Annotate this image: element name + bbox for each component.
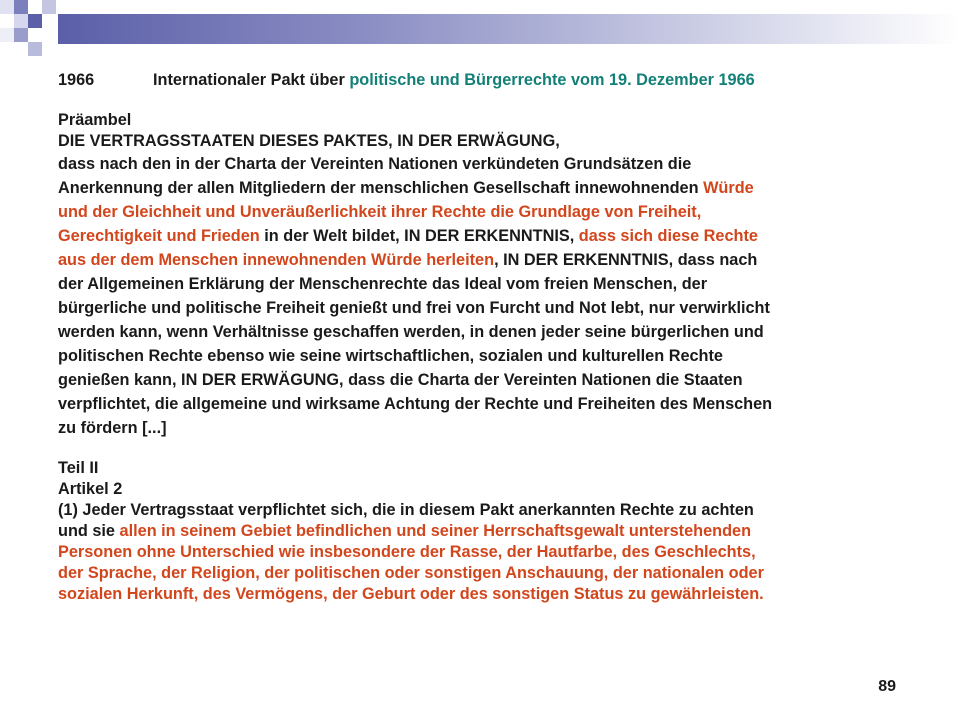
deco-square — [28, 14, 42, 28]
artikel-line — [58, 521, 938, 542]
praeambel-line: werden kann, wenn Verhältnisse geschaffen werden, in denen jeder seine bürgerlichen und — [58, 323, 764, 341]
praeambel-heading: Präambel — [58, 111, 132, 129]
teil2-section — [58, 458, 938, 605]
header-decoration — [0, 0, 960, 60]
highlight-text: Gerechtigkeit und Frieden — [58, 227, 260, 245]
highlight-text: dass sich diese Rechte — [578, 227, 758, 245]
artikel-line: (1) Jeder Vertragsstaat verpflichtet sich, die in diesem Pakt anerkannten Rechte zu achten — [58, 501, 754, 519]
title-text — [153, 68, 755, 92]
deco-square — [28, 0, 42, 14]
title-text-b: politische und Bürgerrechte vom 19. Dezember 1966 — [349, 71, 755, 89]
praeambel-line — [58, 176, 938, 200]
artikel-line: der Sprache, der Religion, der politischen oder sonstigen Anschauung, der nationalen oder — [58, 564, 764, 582]
artikel-text: und sie — [58, 522, 120, 540]
praeambel-line — [58, 248, 938, 272]
deco-square — [0, 0, 14, 14]
praeambel-line: politischen Rechte ebenso wie seine wirtschaftlichen, sozialen und kulturellen Rechte — [58, 347, 723, 365]
praeambel-section — [58, 110, 938, 440]
deco-square — [14, 14, 28, 28]
praeambel-line: der Allgemeinen Erklärung der Menschenrechte das Ideal vom freien Menschen, der — [58, 275, 708, 293]
praeambel-line — [58, 224, 938, 248]
page-number: 89 — [878, 678, 896, 695]
header-gradient-bar — [58, 14, 960, 44]
document-body — [58, 68, 938, 605]
praeambel-line: zu fördern [...] — [58, 419, 167, 437]
praeambel-intro: DIE VERTRAGSSTAATEN DIESES PAKTES, IN DER ERWÄGUNG, — [58, 132, 560, 150]
praeambel-text: in der Welt bildet, IN DER ERKENNTNIS, — [259, 227, 579, 245]
deco-square — [14, 0, 28, 14]
document-title — [58, 68, 938, 92]
deco-square — [0, 28, 14, 42]
praeambel-line: und der Gleichheit und Unveräußerlichkeit ihrer Rechte die Grundlage von Freiheit, — [58, 203, 702, 221]
deco-square — [28, 42, 42, 56]
deco-square — [14, 28, 28, 42]
artikel-heading: Artikel 2 — [58, 480, 123, 498]
praeambel-text: , IN DER ERKENNTNIS, dass nach — [494, 251, 758, 269]
praeambel-text: Anerkennung der allen Mitgliedern der menschlichen Gesellschaft innewohnenden — [58, 179, 704, 197]
artikel-line: sozialen Herkunft, des Vermögens, der Geburt oder des sonstigen Status zu gewährleisten. — [58, 585, 764, 603]
artikel-line: Personen ohne Unterschied wie insbesondere der Rasse, der Hautfarbe, des Geschlechts, — [58, 543, 756, 561]
praeambel-line: dass nach den in der Charta der Vereinten Nationen verkündeten Grundsätzen die — [58, 155, 692, 173]
highlight-text: Würde — [703, 179, 754, 197]
praeambel-line: verpflichtet, die allgemeine und wirksame Achtung der Rechte und Freiheiten des Menschen — [58, 395, 773, 413]
praeambel-line: genießen kann, IN DER ERWÄGUNG, dass die Charta der Vereinten Nationen die Staaten — [58, 371, 743, 389]
deco-square — [42, 0, 56, 14]
title-text-a: Internationaler Pakt über — [153, 71, 350, 89]
praeambel-line: bürgerliche und politische Freiheit genießt und frei von Furcht und Not lebt, nur verwirklicht — [58, 299, 770, 317]
title-year: 1966 — [58, 71, 95, 89]
highlight-text: allen in seinem Gebiet befindlichen und seiner Herrschaftsgewalt unterstehenden — [119, 522, 752, 540]
highlight-text: aus der dem Menschen innewohnenden Würde herleiten — [58, 251, 495, 269]
teil2-heading: Teil II — [58, 459, 99, 477]
